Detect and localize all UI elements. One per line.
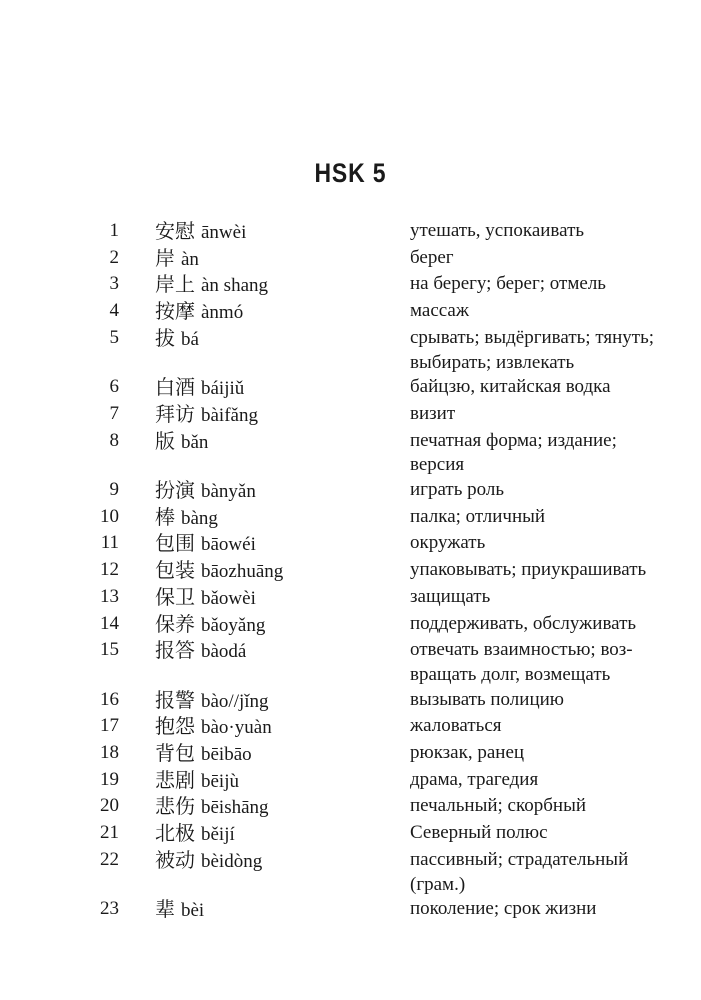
entry-chinese (119, 768, 410, 795)
vocab-entry (0, 272, 701, 299)
entry-number: 20 (100, 795, 119, 817)
entry-number: 14 (100, 612, 119, 634)
entry-number: 2 (109, 246, 119, 268)
entry-chinese (119, 531, 410, 558)
vocab-entry (0, 768, 701, 795)
vocab-entry (0, 688, 701, 715)
vocab-entry (0, 612, 701, 639)
translation-line: упаковывать; приукрашивать (410, 559, 647, 581)
entry-number: 16 (100, 688, 119, 710)
entry-hanzi: 拜访 (155, 401, 195, 426)
translation-line: утешать, успокаивать (410, 220, 585, 241)
translation-line: (грам.) (410, 873, 466, 895)
entry-hanzi: 悲剧 (155, 767, 195, 792)
entry-hanzi: 抱怨 (155, 714, 195, 739)
vocab-entry (0, 299, 701, 326)
entry-pinyin: bèidòng (201, 850, 263, 872)
entry-number: 5 (109, 326, 119, 348)
translation-line: срывать; выдёргивать; тянуть; (410, 326, 655, 348)
entry-number: 11 (100, 532, 119, 554)
entry-pinyin: běijí (201, 824, 235, 846)
translation-line: отвечать взаимностью; воз- (410, 639, 633, 661)
vocab-entry (0, 821, 701, 848)
entry-number: 1 (109, 220, 119, 241)
entry-pinyin: àn shang (201, 275, 269, 297)
entry-chinese (119, 612, 410, 639)
translation-line: версия (410, 454, 465, 476)
entry-pinyin: ànmó (201, 302, 244, 324)
entry-translation (410, 768, 685, 793)
vocab-entry (0, 326, 701, 375)
entry-pinyin: bǎowèi (201, 587, 256, 609)
vocab-entry (0, 219, 701, 246)
translation-line: выбирать; извлекать (410, 351, 575, 373)
entry-chinese (119, 714, 410, 741)
entry-pinyin: bàng (181, 507, 218, 529)
entry-chinese (119, 219, 410, 246)
vocab-entry (0, 585, 701, 612)
entry-chinese (119, 558, 410, 585)
entry-translation (410, 505, 685, 530)
entry-translation (410, 402, 685, 427)
translation-line: палка; отличный (410, 505, 546, 527)
translation-line: драма, трагедия (410, 768, 539, 790)
entry-number: 13 (100, 585, 119, 607)
entry-chinese (119, 638, 410, 665)
entry-chinese (119, 478, 410, 505)
entry-hanzi: 悲伤 (155, 794, 195, 819)
entry-chinese (119, 429, 410, 456)
translation-line: байцзю, китайская водка (410, 376, 611, 398)
entry-translation (410, 638, 685, 687)
entry-hanzi: 棒 (155, 504, 175, 529)
entry-number: 3 (109, 273, 119, 295)
entry-number: 6 (109, 376, 119, 398)
entry-chinese (119, 794, 410, 821)
entry-pinyin: bēijù (201, 770, 239, 792)
translation-line: печальный; скорбный (410, 795, 587, 817)
vocab-entry (0, 638, 701, 687)
entry-hanzi: 保养 (155, 611, 195, 636)
entry-hanzi: 北极 (155, 821, 195, 846)
translation-line: окружать (410, 532, 486, 554)
translation-line: вызывать полицию (410, 688, 564, 710)
entry-number: 17 (100, 715, 119, 737)
entry-chinese (119, 688, 410, 715)
vocab-entry (0, 246, 701, 273)
entry-pinyin: bǎoyǎng (201, 614, 266, 636)
vocab-entry (0, 505, 701, 532)
entry-pinyin: bāowéi (201, 534, 256, 556)
vocab-entry (0, 478, 701, 505)
entry-pinyin: àn (181, 248, 199, 270)
entry-pinyin: bēishāng (201, 797, 269, 819)
entry-hanzi: 岸上 (155, 272, 195, 297)
entry-chinese (119, 299, 410, 326)
entry-chinese (119, 741, 410, 768)
entry-chinese (119, 821, 410, 848)
translation-line: пассивный; страдательный (410, 848, 629, 870)
translation-line: защищать (410, 585, 491, 607)
entry-translation (410, 848, 685, 897)
vocab-entry (0, 848, 701, 897)
entry-hanzi: 岸 (155, 245, 175, 270)
entry-hanzi: 包装 (155, 558, 195, 583)
entry-number: 18 (100, 742, 119, 764)
translation-line: Северный полюс (410, 822, 548, 844)
vocab-entry (0, 531, 701, 558)
entry-translation (410, 219, 685, 244)
entry-hanzi: 保卫 (155, 584, 195, 609)
entry-translation (410, 821, 685, 846)
entry-hanzi: 包围 (155, 531, 195, 556)
entry-chinese (119, 585, 410, 612)
entry-translation (410, 612, 685, 637)
translation-line: на берегу; берег; отмель (410, 273, 606, 295)
entry-pinyin: bànyǎn (201, 481, 256, 503)
vocab-entry (0, 741, 701, 768)
entry-translation (410, 375, 685, 400)
entry-hanzi: 白酒 (155, 375, 195, 400)
entry-number: 23 (100, 898, 119, 920)
entry-hanzi: 被动 (155, 847, 195, 872)
vocab-entry (0, 558, 701, 585)
entry-hanzi: 安慰 (155, 219, 195, 243)
entry-number: 8 (109, 429, 119, 451)
entry-number: 21 (100, 822, 119, 844)
entry-hanzi: 按摩 (155, 299, 195, 324)
translation-line: поколение; срок жизни (410, 898, 597, 920)
entry-number: 10 (100, 505, 119, 527)
translation-line: массаж (410, 300, 469, 322)
translation-line: берег (410, 246, 454, 268)
entry-number: 15 (100, 639, 119, 661)
entry-number: 4 (109, 300, 119, 322)
translation-line: рюкзак, ранец (410, 742, 525, 764)
translation-line: вращать долг, возмещать (410, 663, 611, 685)
entry-hanzi: 报警 (155, 687, 195, 712)
entry-chinese (119, 402, 410, 429)
translation-line: жаловаться (410, 715, 502, 737)
entry-translation (410, 246, 685, 271)
vocab-entry (0, 714, 701, 741)
entry-number: 22 (100, 848, 119, 870)
entry-hanzi: 辈 (155, 897, 175, 922)
entry-chinese (119, 272, 410, 299)
entry-pinyin: bèi (181, 900, 205, 922)
entry-pinyin: bàifǎng (201, 404, 258, 426)
entry-pinyin: bàodá (201, 641, 247, 663)
entry-chinese (119, 505, 410, 532)
entry-translation (410, 272, 685, 297)
entry-translation (410, 897, 685, 922)
translation-line: играть роль (410, 479, 505, 501)
vocab-entry (0, 375, 701, 402)
entry-number: 9 (109, 479, 119, 501)
vocab-entry (0, 429, 701, 478)
entry-chinese (119, 848, 410, 875)
entry-translation (410, 299, 685, 324)
entry-translation (410, 794, 685, 819)
entry-chinese (119, 326, 410, 353)
entry-chinese (119, 375, 410, 402)
entry-number: 7 (109, 402, 119, 424)
entry-translation (410, 688, 685, 713)
entry-hanzi: 扮演 (155, 478, 195, 503)
entry-number: 19 (100, 768, 119, 790)
entry-translation (410, 558, 685, 583)
entry-pinyin: bào·yuàn (201, 717, 272, 739)
entry-hanzi: 版 (155, 428, 175, 453)
entry-translation (410, 326, 685, 375)
entry-pinyin: bǎn (181, 431, 209, 453)
entry-chinese (119, 246, 410, 273)
vocab-entry (0, 794, 701, 821)
vocabulary-list (0, 219, 701, 924)
entry-pinyin: bēibāo (201, 744, 252, 766)
entry-translation (410, 531, 685, 556)
entry-translation (410, 585, 685, 610)
entry-pinyin: báijiǔ (201, 378, 245, 400)
entry-hanzi: 拔 (155, 325, 175, 350)
vocab-entry (0, 897, 701, 924)
page-title: HSK 5 (314, 158, 387, 188)
entry-translation (410, 741, 685, 766)
entry-number: 12 (100, 559, 119, 581)
vocab-entry (0, 402, 701, 429)
entry-chinese (119, 897, 410, 924)
entry-translation (410, 429, 685, 478)
entry-hanzi: 背包 (155, 741, 195, 766)
entry-hanzi: 报答 (155, 638, 195, 663)
entry-pinyin: bào//jǐng (201, 690, 269, 712)
entry-pinyin: bāozhuāng (201, 561, 284, 583)
entry-pinyin: ānwèi (201, 222, 247, 243)
entry-translation (410, 714, 685, 739)
entry-pinyin: bá (181, 328, 199, 350)
translation-line: визит (410, 402, 456, 424)
translation-line: печатная форма; издание; (410, 429, 617, 451)
translation-line: поддерживать, обслуживать (410, 612, 637, 634)
entry-translation (410, 478, 685, 503)
